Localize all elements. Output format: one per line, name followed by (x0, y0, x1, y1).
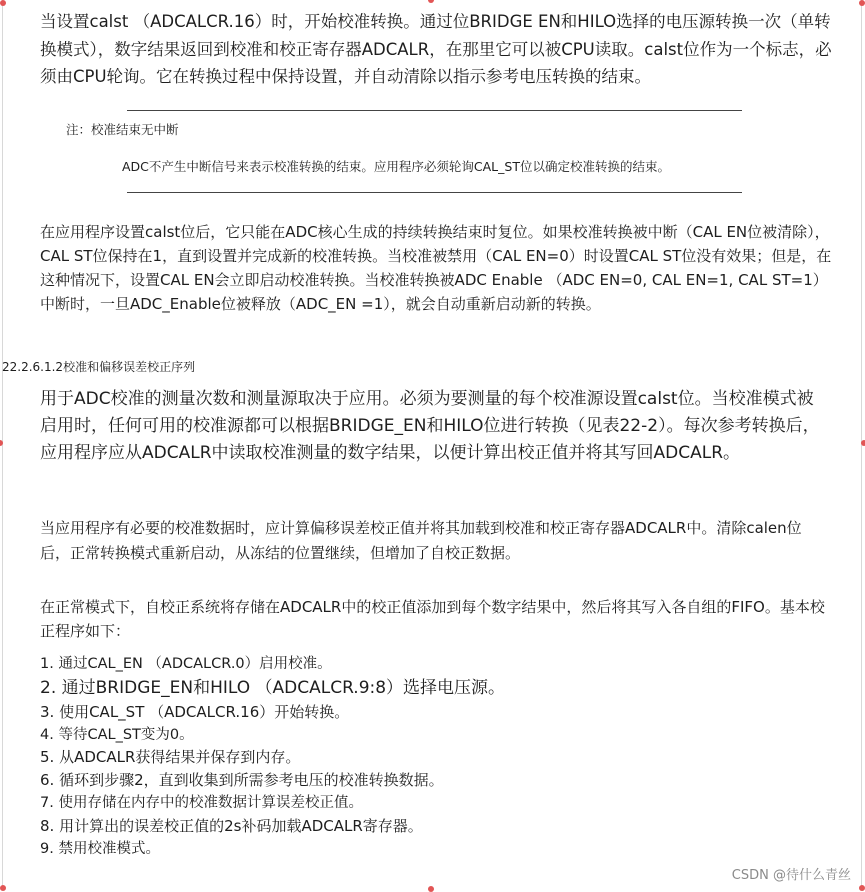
procedure-step: 9. 禁用校准模式。 (40, 840, 160, 857)
normal-mode-paragraph: 在正常模式下，自校正系统将存储在ADCALR中的校正值添加到每个数字结果中，然后将其写入各自组的FIFO。基本校正程序如下： (40, 598, 825, 640)
procedure-step: 1. 通过CAL_EN （ADCALCR.0）启用校准。 (40, 656, 332, 672)
corner-handle-bottom-right (859, 885, 865, 891)
intro-paragraph: 当设置calst （ADCALCR.16）时，开始校准转换。通过位BRIDGE EN和HILO选择的电压源转换一次（单转换模式），数字结果返回到校准和校正寄存器ADCALR，在那里它可以被CPU读取。calst位作为一个标志，必须由CPU轮询。它在转换过程中保持设置，并自动清除以指示参考电压转换的结束。 (40, 12, 832, 86)
procedure-steps (40, 653, 505, 860)
procedure-step: 6. 循环到步骤2，直到收集到所需参考电压的校准转换数据。 (40, 771, 444, 789)
procedure-step: 5. 从ADCALR获得结果并保存到内存。 (40, 748, 301, 766)
note-body: ADC不产生中断信号来表示校准转换的结束。应用程序必须轮询CAL_ST位以确定校准转换的结束。 (122, 159, 670, 174)
note-bottom-divider (127, 192, 742, 193)
procedure-step: 7. 使用存储在内存中的校准数据计算误差校正值。 (40, 795, 363, 811)
restart-paragraph: 在应用程序设置calst位后，它只能在ADC核心生成的持续转换结束时复位。如果校准转换被中断（CAL EN位被清除），CAL ST位保持在1，直到设置并完成新的校准转换。当校准被禁用（CAL EN=0）时设置CAL ST位没有效果；但是，在这种情况下，设置CAL EN会立即启动校准转换。当校准转换被ADC Enable （ADC EN=0, CAL EN=1, CAL ST=1）中断时，一旦ADC_Enable位被释放（ADC_EN =1），就会自动重新启动新的转换。 (40, 223, 832, 313)
note-top-divider (127, 110, 742, 111)
load-paragraph: 当应用程序有必要的校准数据时，应计算偏移误差校正值并将其加载到校准和校正寄存器ADCALR中。清除calen位后，正常转换模式重新启动，从冻结的位置继续，但增加了自校正数据。 (40, 519, 802, 562)
corner-handle-top-left (0, 0, 6, 6)
note-title: 注：校准结束无中断 (66, 122, 179, 137)
edge-handle-right (861, 440, 865, 446)
edge-handle-bottom (428, 886, 434, 892)
section-heading: 22.2.6.1.2校准和偏移误差校正序列 (2, 360, 196, 374)
corner-handle-bottom-left (0, 885, 6, 891)
watermark: CSDN @待什么青丝 (731, 868, 851, 883)
procedure-step: 8. 用计算出的误差校正值的2s补码加载ADCALR寄存器。 (40, 816, 423, 835)
procedure-step: 4. 等待CAL_ST变为0。 (40, 726, 194, 743)
corner-handle-top-right (859, 0, 865, 6)
procedure-step: 3. 使用CAL_ST （ADCALCR.16）开始转换。 (40, 702, 350, 721)
procedure-step: 2. 通过BRIDGE_EN和HILO （ADCALCR.9:8）选择电压源。 (40, 677, 506, 698)
measure-paragraph: 用于ADC校准的测量次数和测量源取决于应用。必须为要测量的每个校准源设置calst位。当校准模式被启用时，任何可用的校准源都可以根据BRIDGE_EN和HILO位进行转换（见表22-2）。每次参考转换后，应用程序应从ADCALR中读取校准测量的数字结果，以便计算出校正值并将其写回ADCALR。 (40, 389, 820, 463)
